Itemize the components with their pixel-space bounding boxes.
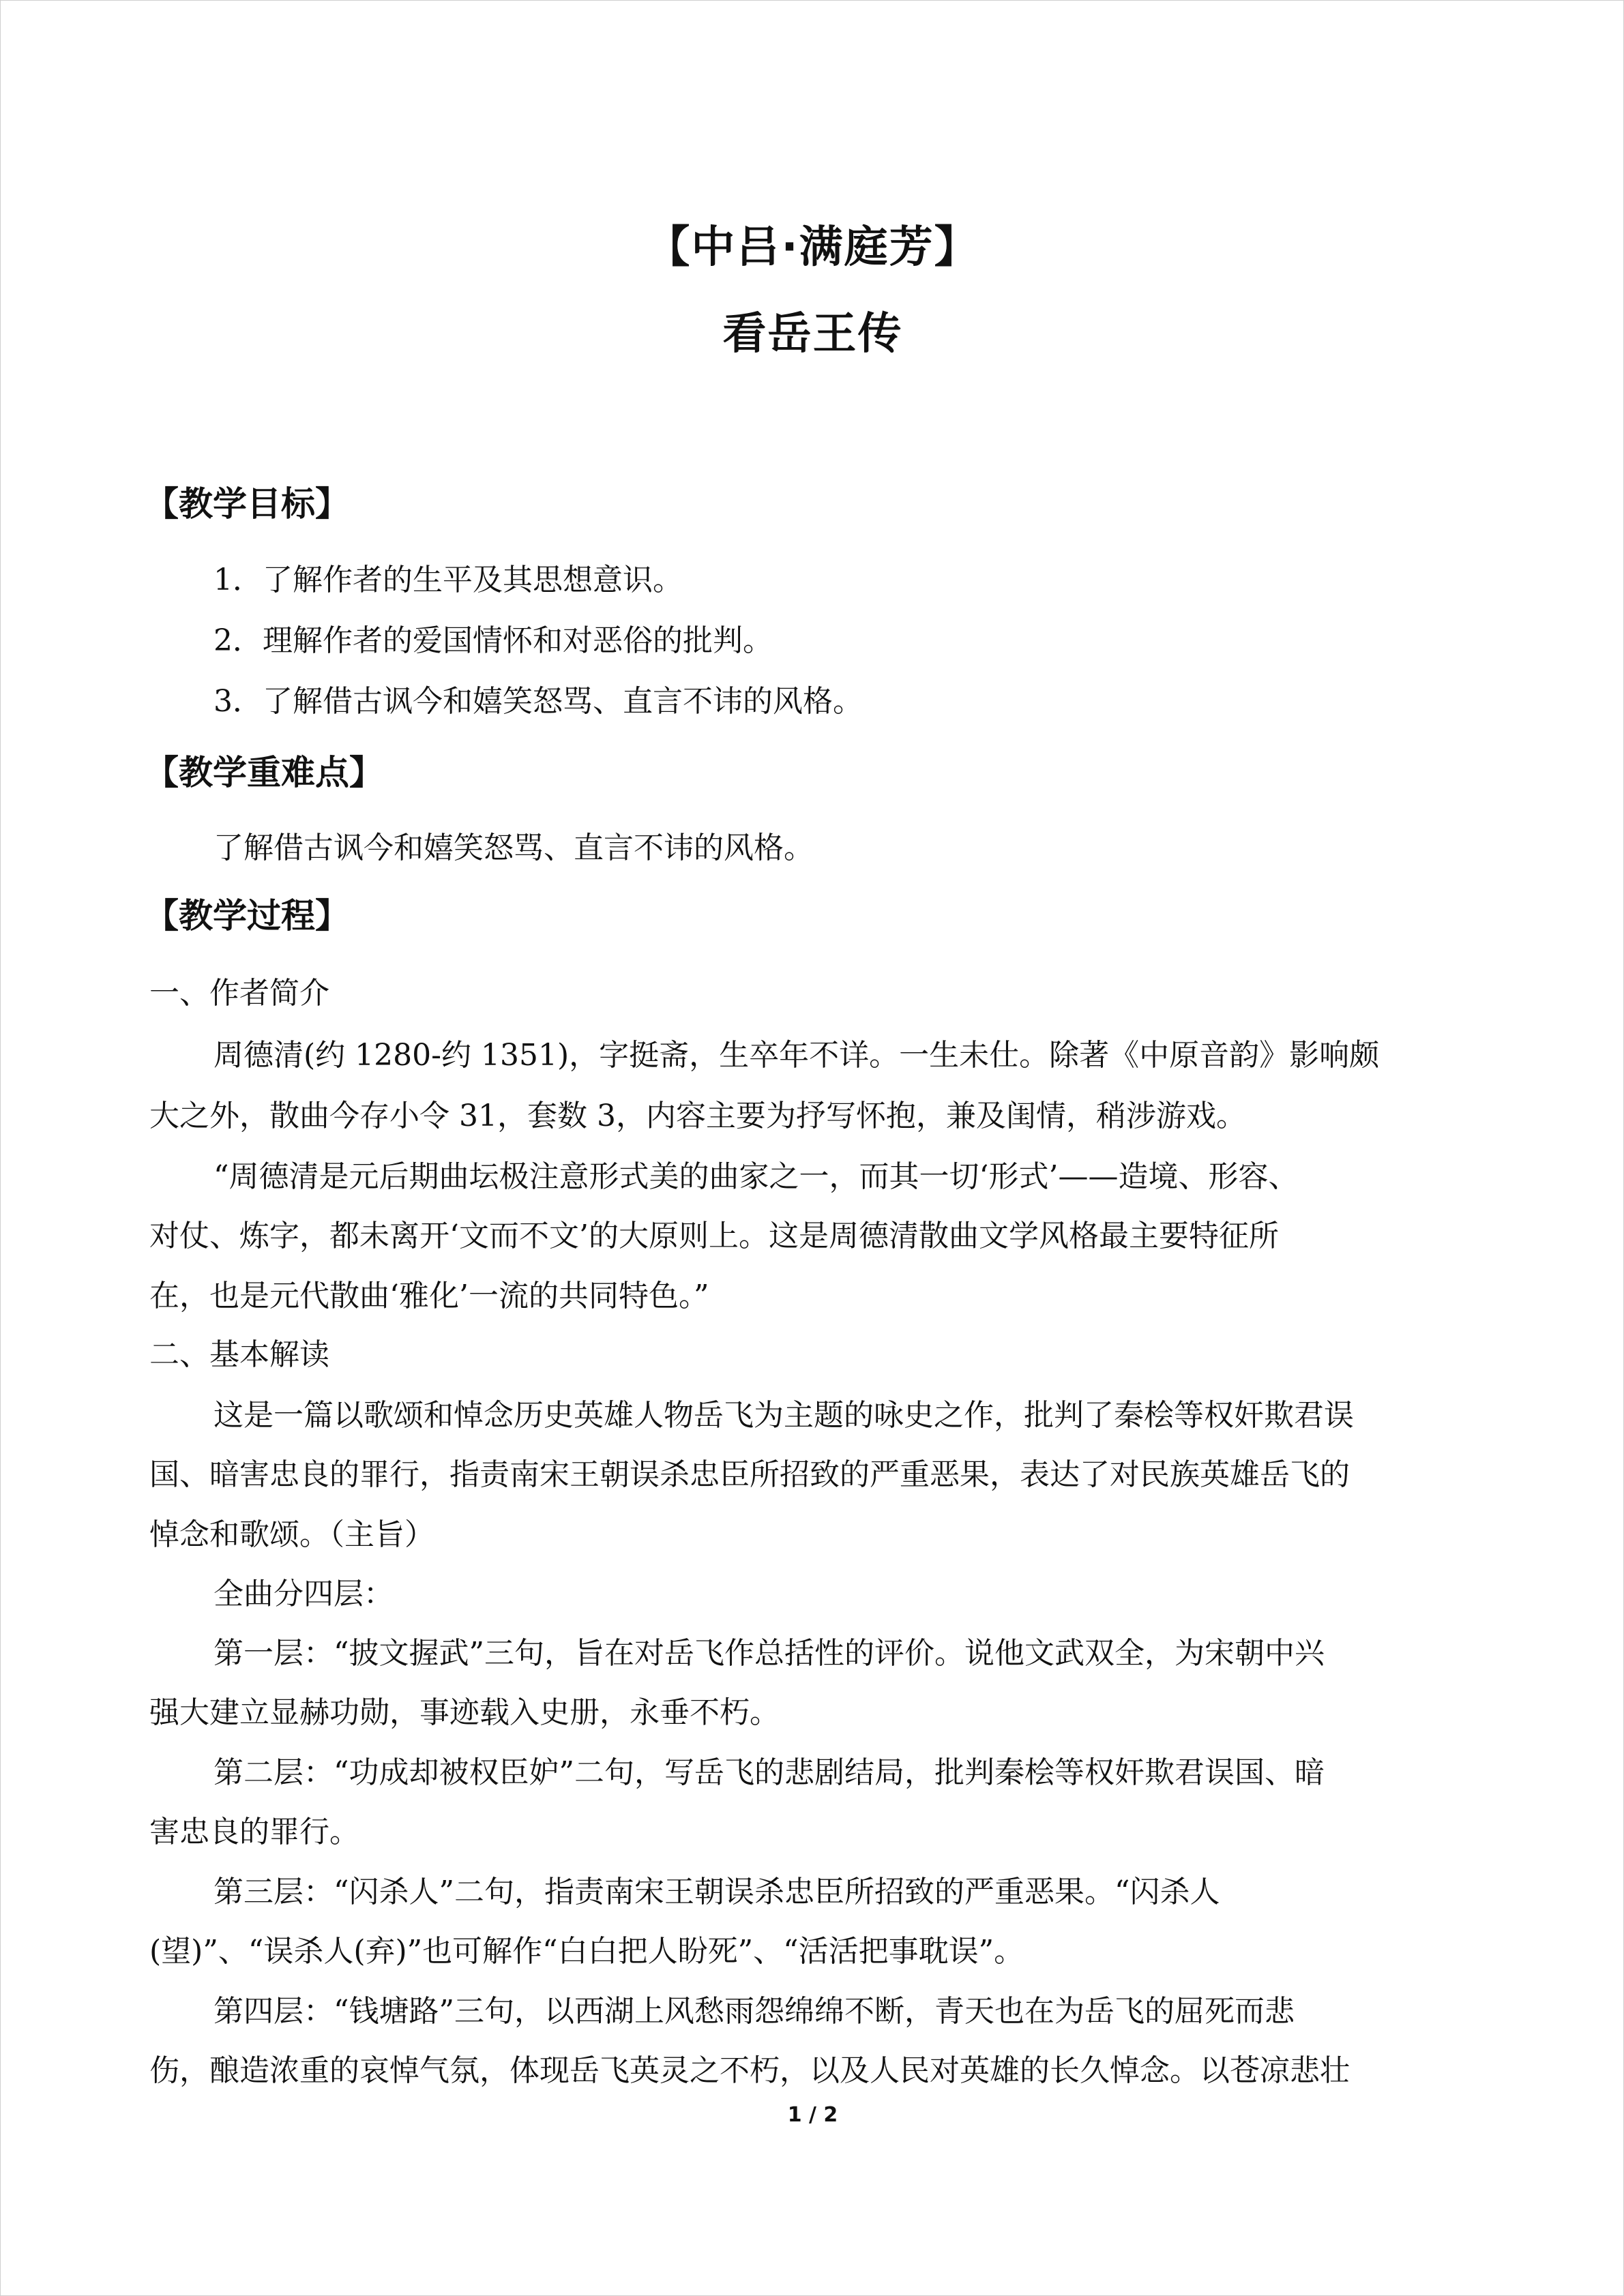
layer-1-line: 第一层：“披文握武”三句，旨在对岳飞作总括性的评价。说他文武双全，为宋朝中兴 xyxy=(213,1636,1325,1671)
section-author-intro-title: 一、作者简介 xyxy=(149,976,329,1011)
goal-item-3: 3．了解借古讽今和嬉笑怒骂、直言不讳的风格。 xyxy=(213,684,863,719)
layer-3-line: (望)”、“误杀人(弃)”也可解作“白白把人盼死”、“活活把事耽误”。 xyxy=(149,1934,1024,1969)
layers-intro: 全曲分四层： xyxy=(213,1577,394,1611)
goals-heading: 【教学目标】 xyxy=(145,484,349,524)
quote-paragraph-line: “周德清是元后期曲坛极注意形式美的曲家之一，而其一切‘形式’——造境、形容、 xyxy=(213,1159,1299,1194)
bio-paragraph-line: 周德清(约 1280-约 1351)，字挺斋，生卒年不详。一生未仕。除著《中原音韵》影响颇 xyxy=(213,1038,1380,1073)
goal-item-1: 1．了解作者的生平及其思想意识。 xyxy=(213,563,683,597)
section-basic-reading-title: 二、基本解读 xyxy=(149,1337,329,1372)
layer-3-line: 第三层：“闪杀人”二句，指责南宋王朝误杀忠臣所招致的严重恶果。“闪杀人 xyxy=(213,1875,1220,1909)
bio-paragraph-line: 大之外，散曲今存小令 31，套数 3，内容主要为抒写怀抱，兼及闺情，稍涉游戏。 xyxy=(149,1099,1246,1133)
theme-paragraph-line: 悼念和歌颂。（主旨） xyxy=(149,1517,434,1552)
layer-2-line: 害忠良的罪行。 xyxy=(149,1815,359,1849)
difficulty-heading: 【教学重难点】 xyxy=(145,753,383,792)
goal-item-2: 2．理解作者的爱国情怀和对恶俗的批判。 xyxy=(213,623,773,658)
document-subtitle: 看岳王传 xyxy=(722,309,903,359)
layer-1-line: 强大建立显赫功勋，事迹载入史册，永垂不朽。 xyxy=(149,1695,780,1730)
difficulty-text: 了解借古讽今和嬉笑怒骂、直言不讳的风格。 xyxy=(213,831,814,865)
theme-paragraph-line: 这是一篇以歌颂和悼念历史英雄人物岳飞为主题的咏史之作，批判了秦桧等权奸欺君误 xyxy=(213,1398,1354,1433)
layer-4-line: 第四层：“钱塘路”三句，以西湖上风愁雨怨绵绵不断，青天也在为岳飞的屈死而悲 xyxy=(213,1994,1295,2029)
page-number: 1 / 2 xyxy=(787,2103,838,2127)
quote-paragraph-line: 对仗、炼字，都未离开‘文而不文’的大原则上。这是周德清散曲文学风格最主要特征所 xyxy=(149,1219,1279,1253)
quote-paragraph-line: 在，也是元代散曲‘雅化’一流的共同特色。” xyxy=(149,1279,709,1313)
document-title: 【中吕·满庭芳】 xyxy=(646,222,979,273)
layer-4-line: 伤，酿造浓重的哀悼气氛，体现岳飞英灵之不朽，以及人民对英雄的长久悼念。以苍凉悲壮 xyxy=(149,2053,1350,2088)
theme-paragraph-line: 国、暗害忠良的罪行，指责南宋王朝误杀忠臣所招致的严重恶果，表达了对民族英雄岳飞的 xyxy=(149,1457,1350,1492)
process-heading: 【教学过程】 xyxy=(145,896,349,936)
layer-2-line: 第二层：“功成却被权臣妒”二句，写岳飞的悲剧结局，批判秦桧等权奸欺君误国、暗 xyxy=(213,1755,1325,1790)
